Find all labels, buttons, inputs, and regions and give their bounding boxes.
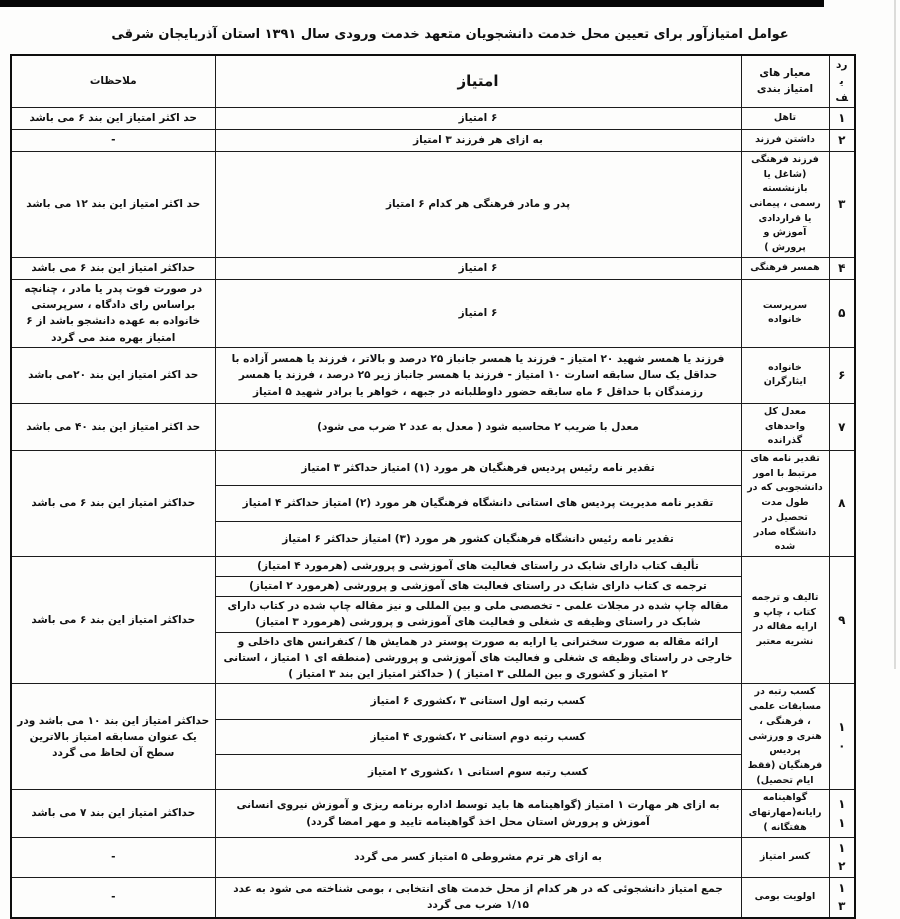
row-number-cell: ۷ [829,403,855,450]
row-number-cell: ۵ [829,279,855,347]
points-cell: ۶ امتیاز [215,107,741,129]
row-number-cell: ۱ [829,107,855,129]
notes-cell: - [11,877,215,918]
notes-cell: - [11,837,215,877]
criteria-cell: کسب رتبه در مسابقات علمی ، فرهنگی ، هنری و ورزشی پردیس فرهنگیان (فقط ایام تحصیل) [741,684,829,790]
criteria-cell: خانواده ایثارگران [741,347,829,403]
points-cell: کسب رتبه سوم استانی ۱ ،کشوری ۲ امتیاز [215,755,741,790]
notes-cell: حداکثر امتیاز این بند ۷ می باشد [11,790,215,837]
header-criteria: معیار های امتیاز بندی [741,55,829,107]
points-cell: تقدیر نامه مدیریت پردیس های استانی دانشگاه فرهنگیان هر مورد (۲) امتیاز حداکثر ۴ امتیاز [215,486,741,521]
table-row [11,347,855,403]
criteria-cell: داشتن فرزند [741,129,829,151]
scoring-table [10,54,856,919]
table-row [11,837,855,877]
criteria-cell: همسر فرهنگی [741,257,829,279]
table-row [11,877,855,918]
header-row-number: ردیف [829,55,855,107]
points-cell: به ازای هر ترم مشروطی ۵ امتیاز کسر می گردد [215,837,741,877]
criteria-cell: تقدیر نامه های مرتبط با امور دانشجویی که در طول مدت تحصیل در دانشگاه صادر شده [741,451,829,557]
notes-cell: حد اکثر امتیاز این بند ۲۰می باشد [11,347,215,403]
points-cell: ۶ امتیاز [215,257,741,279]
criteria-cell: گواهینامه رایانه(مهارتهای هفتگانه ) [741,790,829,837]
points-cell: ۶ امتیاز [215,279,741,347]
row-number-cell: ۲ [829,129,855,151]
notes-cell: حد اکثر امتیاز این بند ۴۰ می باشد [11,403,215,450]
criteria-cell: کسر امتیاز [741,837,829,877]
criteria-cell: معدل کل واحدهای گذرانده [741,403,829,450]
notes-cell: حد اکثر امتیاز این بند ۶ می باشد [11,107,215,129]
notes-cell: حداکثر امتیاز این بند ۶ می باشد [11,451,215,557]
header-notes: ملاحظات [11,55,215,107]
points-cell: ارائه مقاله به صورت سخنرانی یا ارایه به صورت پوستر در همایش ها / کنفرانس های داخلی و خارجی در راستای وظیفه ی شغلی و فعالیت های آموزشی و پرورشی (منطقه ای ۱ امتیاز ، استانی ۲ امتیاز و کشوری و بین المللی ۳ امتیاز ) ( حداکثر امتیاز این بند ۳ امتیاز ) [215,632,741,684]
table-row [11,403,855,450]
table-row [11,107,855,129]
points-cell: کسب رتبه اول استانی ۳ ،کشوری ۶ امتیاز [215,684,741,719]
notes-cell: در صورت فوت پدر یا مادر ، چنانچه براساس رای دادگاه ، سرپرستی خانواده به عهده دانشجو باشد از ۶ امتیاز بهره مند می گردد [11,279,215,347]
table-row [11,257,855,279]
points-cell: به ازای هر مهارت ۱ امتیاز (گواهینامه ها باید توسط اداره برنامه ریزی و آموزش نیروی انسانی آموزش و پرورش استان محل اخذ گواهینامه تایید و مهر امضا گردد) [215,790,741,837]
row-number-cell: ۱۱ [829,790,855,837]
criteria-cell: سرپرست خانواده [741,279,829,347]
notes-cell: حداکثر امتیاز این بند ۱۰ می باشد ودر یک عنوان مسابقه امتیاز بالاترین سطح آن لحاظ می گردد [11,684,215,790]
row-number-cell: ۱۳ [829,877,855,918]
points-cell: تقدیر نامه رئیس دانشگاه فرهنگیان کشور هر مورد (۳) امتیاز حداکثر ۶ امتیاز [215,521,741,556]
table-row [11,557,855,577]
points-cell: معدل با ضریب ۲ محاسبه شود ( معدل به عدد ۲ ضرب می شود) [215,403,741,450]
notes-cell: حداکثر امتیاز این بند ۶ می باشد [11,557,215,684]
row-number-cell: ۳ [829,151,855,257]
criteria-cell: اولویت بومی [741,877,829,918]
header-row [11,55,855,107]
points-cell: جمع امتیاز دانشجوئی که در هر کدام از محل خدمت های انتخابی ، بومی شناخته می شود به عدد ۱/۱۵ ضرب می گردد [215,877,741,918]
points-cell: تقدیر نامه رئیس پردیس فرهنگیان هر مورد (۱) امتیاز حداکثر ۳ امتیاز [215,451,741,486]
points-cell: کسب رتبه دوم استانی ۲ ،کشوری ۴ امتیاز [215,719,741,754]
criteria-cell: تاهل [741,107,829,129]
table-row [11,451,855,486]
table-row [11,684,855,719]
notes-cell: حد اکثر امتیاز این بند ۱۲ می باشد [11,151,215,257]
points-cell: به ازای هر فرزند ۳ امتیاز [215,129,741,151]
criteria-cell: تالیف و ترجمه کتاب ، چاپ و ارایه مقاله در نشریه معتبر [741,557,829,684]
row-number-cell: ۹ [829,557,855,684]
points-cell: تألیف کتاب دارای شابک در راستای فعالیت های آموزشی و پرورشی (هرمورد ۴ امتیاز) [215,557,741,577]
notes-cell: - [11,129,215,151]
row-number-cell: ۴ [829,257,855,279]
row-number-cell: ۱۰ [829,684,855,790]
row-number-cell: ۶ [829,347,855,403]
points-cell: فرزند یا همسر شهید ۲۰ امتیاز - فرزند یا همسر جانباز ۲۵ درصد و بالاتر ، فرزند یا همسر آزاده با حداقل یک سال سابقه اسارت ۱۰ امتیاز - فرزند یا همسر جانباز زیر ۲۵ درصد ، فرزند یا همسر رزمندگان با حداقل ۶ ماه سابقه حضور داوطلبانه در جبهه ، خواهر یا برادر شهید ۵ امتیاز [215,347,741,403]
table-row [11,279,855,347]
points-cell: ترجمه ی کتاب دارای شابک در راستای فعالیت های آموزشی و پرورشی (هرمورد ۲ امتیاز) [215,577,741,597]
points-cell: مقاله چاپ شده در مجلات علمی - تخصصی ملی و بین المللی و نیز مقاله چاپ شده در کتاب دارای شابک در راستای وظیفه ی شغلی و فعالیت های آموزشی و پرورشی (هرمورد ۳ امتیاز) [215,597,741,633]
scan-edge-line [894,0,896,669]
points-cell: پدر و مادر فرهنگی هر کدام ۶ امتیاز [215,151,741,257]
row-number-cell: ۸ [829,451,855,557]
scan-artifact-bar [0,0,824,7]
row-number-cell: ۱۲ [829,837,855,877]
table-row [11,129,855,151]
table-row [11,790,855,837]
page-title: عوامل امتیازآور برای تعیین محل خدمت دانشجویان متعهد خدمت ورودی سال ۱۳۹۱ استان آذربایجان شرقی [111,27,789,42]
table-row [11,151,855,257]
header-points: امتیاز [215,55,741,107]
criteria-cell: فرزند فرهنگی (شاغل یا بازنشسته رسمی ، پیمانی یا قراردادی آموزش و پرورش ) [741,151,829,257]
notes-cell: حداکثر امتیاز این بند ۶ می باشد [11,257,215,279]
